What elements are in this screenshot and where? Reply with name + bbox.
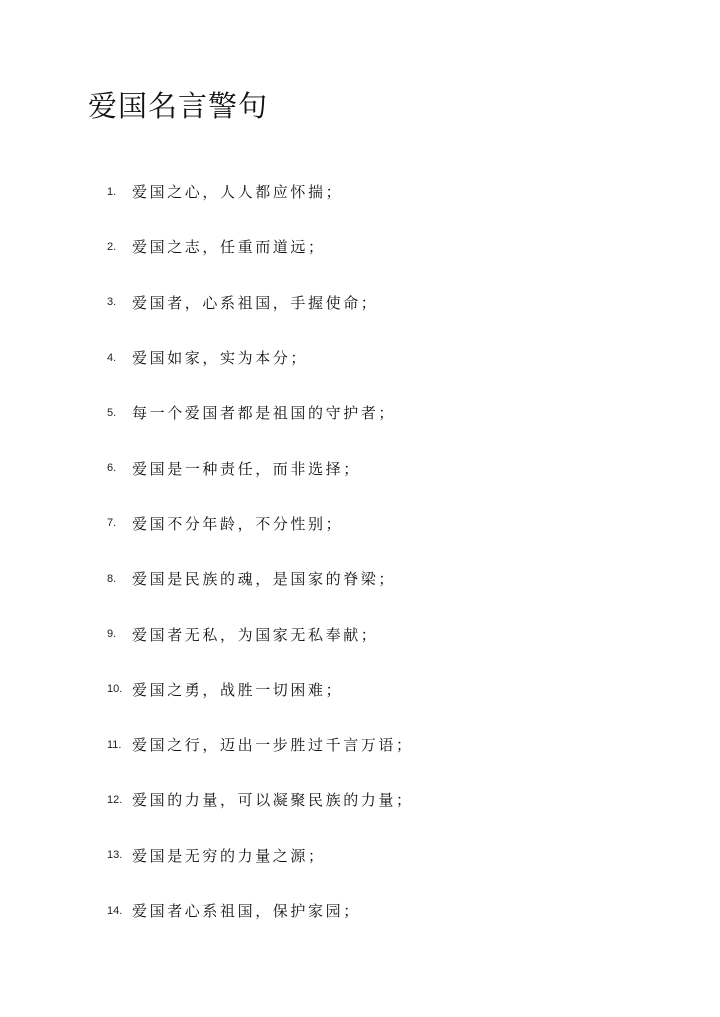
- list-item-number: 13.: [107, 849, 123, 862]
- list-item-text: 爱国是一种责任，而非选择；: [132, 459, 361, 478]
- list-item-number: 9.: [107, 628, 117, 641]
- list-item: [0, 440, 720, 495]
- list-item-text: 爱国之心，人人都应怀揣；: [132, 183, 344, 202]
- page-title: 爱国名言警句: [88, 89, 269, 123]
- quote-list: [0, 164, 720, 938]
- list-item-text: 爱国者心系祖国，保护家园；: [132, 902, 361, 920]
- list-item: [0, 219, 720, 274]
- list-item: [0, 772, 720, 827]
- list-item: [0, 606, 720, 661]
- list-item-number: 11.: [107, 738, 122, 751]
- list-item-text: 爱国者，心系祖国，手握使命；: [132, 293, 379, 312]
- list-item-number: 1.: [107, 185, 117, 198]
- list-item-text: 每一个爱国者都是祖国的守护者；: [132, 404, 397, 423]
- list-item-text: 爱国如家，实为本分；: [132, 349, 309, 368]
- list-item: [0, 717, 720, 772]
- list-item-text: 爱国之志，任重而道远；: [132, 238, 326, 257]
- list-item-text: 爱国是无穷的力量之源；: [132, 846, 326, 865]
- list-item-number: 2.: [107, 240, 117, 253]
- list-item: [0, 828, 720, 883]
- list-item-number: 3.: [107, 296, 117, 309]
- list-item-number: 10.: [107, 683, 123, 696]
- list-item: [0, 330, 720, 385]
- list-item-text: 爱国是民族的魂，是国家的脊梁；: [132, 570, 397, 589]
- list-item-text: 爱国不分年龄，不分性别；: [132, 514, 344, 533]
- list-item: [0, 275, 720, 330]
- list-item: [0, 164, 720, 219]
- list-item-number: 14.: [107, 904, 123, 917]
- list-item-number: 6.: [107, 462, 117, 475]
- list-item-number: 12.: [107, 793, 123, 806]
- list-item-number: 5.: [107, 406, 117, 419]
- list-item-text: 爱国之行，迈出一步胜过千言万语；: [132, 736, 414, 755]
- list-item-text: 爱国者无私，为国家无私奉献；: [132, 625, 379, 644]
- list-item-number: 8.: [107, 572, 117, 585]
- list-item: [0, 883, 720, 938]
- list-item: [0, 385, 720, 440]
- list-item-text: 爱国的力量，可以凝聚民族的力量；: [132, 791, 414, 810]
- list-item: [0, 551, 720, 606]
- list-item-number: 7.: [107, 517, 117, 530]
- list-item: [0, 496, 720, 551]
- list-item: [0, 662, 720, 717]
- list-item-number: 4.: [107, 351, 117, 364]
- list-item-text: 爱国之勇，战胜一切困难；: [132, 680, 344, 699]
